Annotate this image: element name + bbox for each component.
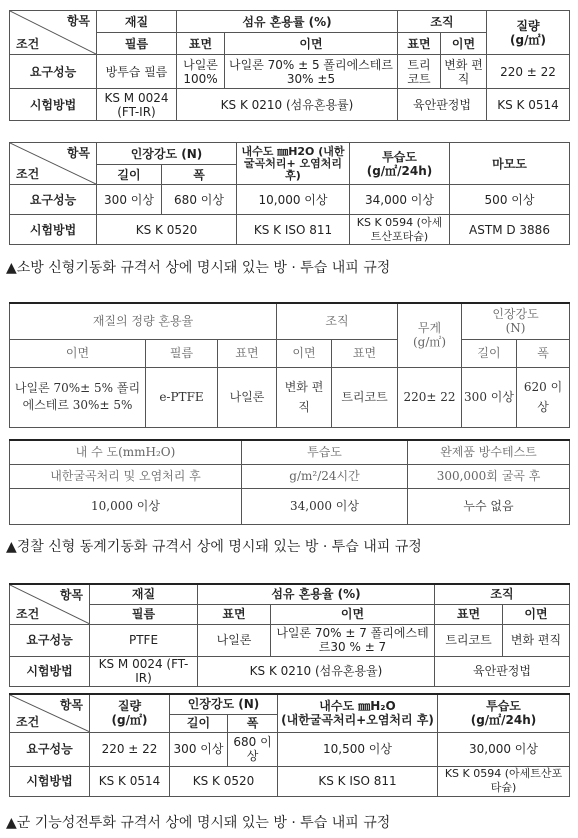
- cell-length: 300 이상: [462, 367, 517, 427]
- header-weight: [487, 11, 570, 55]
- water-sub: (내한굴곡처리+오염처리 후): [281, 713, 434, 728]
- header-back: 이면: [10, 339, 146, 367]
- moisture-unit: (g/㎡/24h): [366, 163, 433, 178]
- table-police-spec-2: [9, 439, 570, 525]
- cell-req-back: 나일론 70% ± 5 폴리에스테르 30% ±5: [225, 55, 398, 89]
- cell-test-moisture: KS K 0594 (아세트산포타슘): [350, 215, 450, 245]
- header-blend: 섬유 혼용률 (%): [177, 11, 398, 33]
- cell-test-structure: 육안판정법: [398, 89, 487, 121]
- row-label-req: 요구성능: [10, 185, 97, 215]
- tensile-label: 인장강도: [492, 307, 539, 322]
- cell-weight: 220± 22: [398, 367, 462, 427]
- cell-req-water: 10,500 이상: [278, 732, 438, 766]
- header-width: 폭: [228, 714, 278, 732]
- cell-req-moisture: 30,000 이상: [438, 732, 570, 766]
- corner-bottom-label: 조건: [16, 167, 40, 181]
- moisture-unit: (g/㎡/24h): [470, 713, 537, 728]
- header-width: 폭: [162, 165, 237, 185]
- header-material: 재질: [97, 11, 177, 33]
- moisture-label: 투습도: [382, 149, 417, 164]
- header-proof: 완제품 방수테스트: [408, 440, 570, 464]
- cell-test-film: KS M 0024 (FT-IR): [97, 89, 177, 121]
- cell-test-tensile: KS K 0520: [170, 766, 278, 796]
- cell-req-weight: 220 ± 22: [90, 732, 170, 766]
- header-length: 길이: [170, 714, 228, 732]
- cell-proof: 누수 없음: [408, 488, 570, 524]
- corner-bottom-label: 조건: [16, 714, 40, 729]
- corner-header: [10, 694, 90, 732]
- header-film: 필름: [90, 604, 198, 624]
- cell-test-water: KS K ISO 811: [237, 215, 350, 245]
- table-military-spec-2: [9, 693, 570, 797]
- corner-top-label: 항목: [66, 14, 90, 28]
- cell-test-tensile: KS K 0520: [97, 215, 237, 245]
- cell-req-back: 나일론 70% ± 7 폴리에스테르30 % ± 7: [271, 624, 435, 656]
- cell-test-moisture: KS K 0594 (아세트산포타슘): [438, 766, 570, 796]
- cell-req-wear: 500 이상: [450, 185, 570, 215]
- cell-req-struct-back: 변화 편직: [441, 55, 487, 89]
- cell-struct-back: 변화 편직: [277, 367, 332, 427]
- cell-req-front: 나일론 100%: [177, 55, 225, 89]
- cell-req-struct-back: 변화 편직: [503, 624, 570, 656]
- cell-test-weight: KS K 0514: [90, 766, 170, 796]
- cell-test-blend: KS K 0210 (섬유혼용율): [198, 656, 435, 686]
- caption-fire: ▲소방 신형기동화 규격서 상에 명시돼 있는 방 · 투습 내피 규정: [6, 260, 391, 276]
- cell-struct-front: 트리코트: [332, 367, 398, 427]
- table-fire-spec-1: [9, 10, 570, 121]
- header-water: [278, 694, 438, 732]
- header-struct-front: 표면: [435, 604, 503, 624]
- corner-top-label: 항목: [59, 588, 83, 602]
- corner-header: [10, 11, 97, 55]
- weight-unit: (g/㎡): [510, 32, 546, 47]
- header-structure: 조직: [435, 584, 570, 604]
- header-width: 폭: [517, 339, 570, 367]
- row-label-req: 요구성능: [10, 624, 90, 656]
- cell-req-water: 10,000 이상: [237, 185, 350, 215]
- cell-test-film: KS M 0024 (FT-IR): [90, 656, 198, 686]
- row-label-test: 시험방법: [10, 89, 97, 121]
- cell-req-width: 680 이상: [162, 185, 237, 215]
- caption-military: ▲군 기능성전투화 규격서 상에 명시돼 있는 방 · 투습 내피 규정: [6, 815, 391, 831]
- cell-test-weight: KS K 0514: [487, 89, 570, 121]
- weight-unit: (g/㎡): [412, 335, 447, 350]
- header-weight: [90, 694, 170, 732]
- cell-req-length: 300 이상: [170, 732, 228, 766]
- corner-top-label: 항목: [59, 698, 83, 712]
- cell-back: 나일론 70%± 5% 폴리에스테르 30%± 5%: [10, 367, 146, 427]
- corner-bottom-label: 조건: [16, 606, 40, 621]
- caption-police: ▲경찰 신형 동계기동화 규격서 상에 명시돼 있는 방 · 투습 내피 규정: [6, 539, 422, 555]
- header-moisture: [438, 694, 570, 732]
- header-wear: 마모도: [450, 143, 570, 185]
- header-front: 표면: [198, 604, 271, 624]
- header-length: 길이: [462, 339, 517, 367]
- header-tensile: [462, 303, 570, 339]
- header-moisture-sub: g/m²/24시간: [242, 464, 408, 488]
- header-moisture: 투습도: [242, 440, 408, 464]
- cell-req-weight: 220 ± 22: [487, 55, 570, 89]
- weight-unit: (g/㎡): [111, 713, 148, 728]
- corner-top-label: 항목: [66, 146, 90, 160]
- water-label: 내수도 ㎜H₂O: [319, 699, 396, 714]
- row-label-req: 요구성능: [10, 55, 97, 89]
- cell-req-length: 300 이상: [97, 185, 162, 215]
- weight-label: 무게: [417, 321, 442, 336]
- table-military-spec-1: [9, 583, 570, 687]
- table-police-spec-1: [9, 302, 570, 428]
- header-weight: [398, 303, 462, 367]
- cell-film: e-PTFE: [146, 367, 218, 427]
- header-structure: 조직: [398, 11, 487, 33]
- header-film: 필름: [97, 33, 177, 55]
- header-front: 표면: [177, 33, 225, 55]
- header-struct-front: 표면: [332, 339, 398, 367]
- row-label-test: 시험방법: [10, 215, 97, 245]
- header-material: 재질: [90, 584, 198, 604]
- cell-req-struct-front: 트리코트: [435, 624, 503, 656]
- corner-header: [10, 584, 90, 624]
- header-film: 필름: [146, 339, 218, 367]
- cell-req-moisture: 34,000 이상: [350, 185, 450, 215]
- weight-label: 질량: [516, 18, 540, 33]
- corner-bottom-label: 조건: [16, 37, 40, 51]
- corner-header: [10, 143, 97, 185]
- cell-test-blend: KS K 0210 (섬유혼용률): [177, 89, 398, 121]
- header-struct-front: 표면: [398, 33, 441, 55]
- header-back: 이면: [271, 604, 435, 624]
- cell-req-film: 방투습 필름: [97, 55, 177, 89]
- weight-label: 질량: [117, 699, 142, 714]
- header-moisture: [350, 143, 450, 185]
- header-proof-sub: 300,000회 굴곡 후: [408, 464, 570, 488]
- header-struct-back: 이면: [503, 604, 570, 624]
- row-label-test: 시험방법: [10, 656, 90, 686]
- row-label-test: 시험방법: [10, 766, 90, 796]
- header-tensile: 인장강도 (N): [170, 694, 278, 714]
- moisture-label: 투습도: [486, 699, 521, 714]
- cell-req-film: PTFE: [90, 624, 198, 656]
- row-label-req: 요구성능: [10, 732, 90, 766]
- header-struct-back: 이면: [277, 339, 332, 367]
- header-blend: 재질의 정량 혼용율: [10, 303, 277, 339]
- tensile-unit: (N): [505, 321, 526, 336]
- table-fire-spec-2: [9, 142, 570, 245]
- cell-req-struct-front: 트리 코트: [398, 55, 441, 89]
- header-length: 길이: [97, 165, 162, 185]
- cell-moisture: 34,000 이상: [242, 488, 408, 524]
- cell-test-structure: 육안판정법: [435, 656, 570, 686]
- header-structure: 조직: [277, 303, 398, 339]
- cell-req-front: 나일론: [198, 624, 271, 656]
- cell-water: 10,000 이상: [10, 488, 242, 524]
- header-struct-back: 이면: [441, 33, 487, 55]
- header-water-sub: 내한굴곡처리 및 오염처리 후: [10, 464, 242, 488]
- header-front: 표면: [218, 339, 277, 367]
- header-water: 내 수 도(mmH₂O): [10, 440, 242, 464]
- cell-test-wear: ASTM D 3886: [450, 215, 570, 245]
- cell-width: 620 이상: [517, 367, 570, 427]
- cell-req-width: 680 이상: [228, 732, 278, 766]
- cell-front: 나일론: [218, 367, 277, 427]
- header-tensile: 인장강도 (N): [97, 143, 237, 165]
- cell-test-water: KS K ISO 811: [278, 766, 438, 796]
- header-water-resistance: 내수도 ㎜H2O (내한굴곡처리+ 오염처리 후): [237, 143, 350, 185]
- header-back: 이면: [225, 33, 398, 55]
- header-blend: 섬유 혼용율 (%): [198, 584, 435, 604]
